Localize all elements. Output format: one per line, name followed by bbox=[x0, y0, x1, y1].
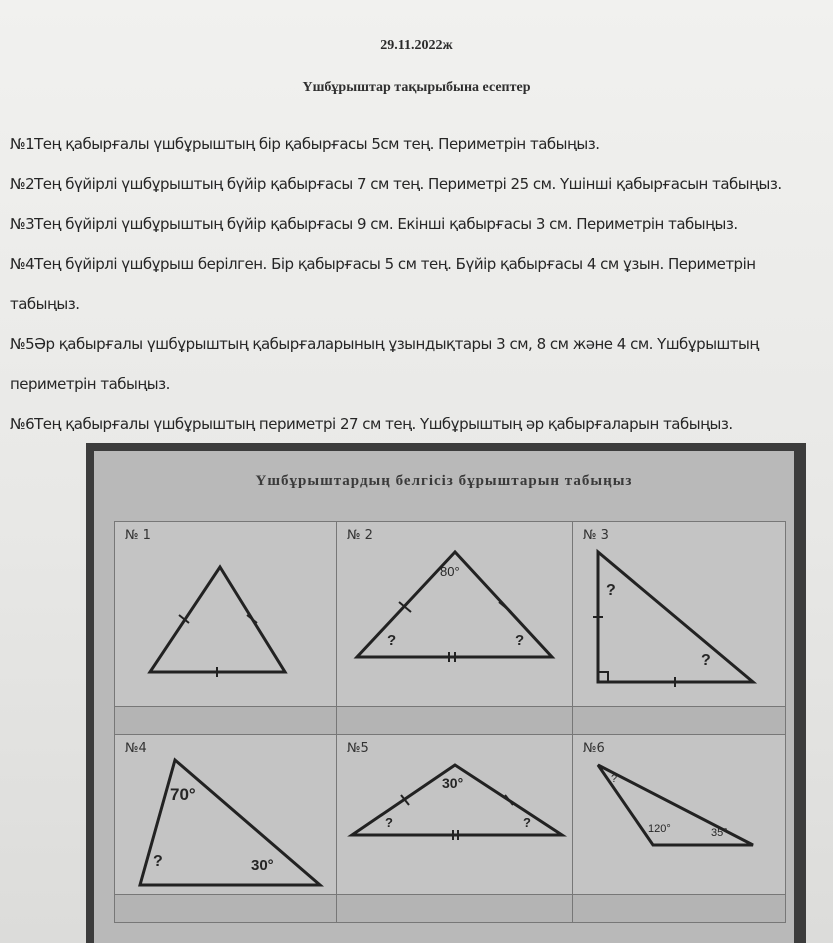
unknown-angle: ? bbox=[611, 773, 618, 785]
triangle-cell-2 bbox=[336, 521, 574, 708]
task-5: №5Әр қабырғалы үшбұрыштың қабырғаларының ұзындықтары 3 см, 8 см және 4 см. Үшбұрыштың периметрін табыңыз. bbox=[10, 335, 759, 393]
task-3: №3Тең бүйірлі үшбұрыштың бүйір қабырғасы 9 см. Екінші қабырғасы 3 см. Периметрін табыңыз. bbox=[10, 215, 738, 233]
document-date: 29.11.2022ж bbox=[380, 38, 453, 53]
cell-label: № 3 bbox=[583, 528, 609, 543]
spacer-cell bbox=[572, 894, 786, 923]
unknown-angle: ? bbox=[153, 853, 163, 870]
triangle-grid bbox=[114, 521, 784, 921]
task-2: №2Тең бүйірлі үшбұрыштың бүйір қабырғасы 7 см тең. Периметрі 25 см. Үшінші қабырғасын табыңыз. bbox=[10, 175, 782, 193]
cell-label: №6 bbox=[583, 741, 605, 756]
triangle-1-shape bbox=[150, 567, 285, 672]
unknown-angle: ? bbox=[385, 815, 393, 830]
triangle-6-shape bbox=[598, 765, 753, 845]
triangle-cell-5 bbox=[336, 734, 574, 896]
unknown-angle: ? bbox=[387, 632, 397, 649]
triangle-2-figure bbox=[337, 522, 573, 707]
triangle-cell-6 bbox=[572, 734, 786, 896]
triangle-4-figure bbox=[115, 735, 337, 895]
unknown-angle: ? bbox=[523, 815, 531, 830]
triangle-cell-3 bbox=[572, 521, 786, 708]
tick-mark bbox=[499, 602, 511, 612]
spacer-cell bbox=[336, 706, 574, 736]
triangle-1-figure bbox=[115, 522, 337, 707]
document-subtitle: Үшбұрыштар тақырыбына есептер bbox=[302, 80, 531, 95]
angle-label: 70° bbox=[170, 785, 196, 804]
cell-label: №4 bbox=[125, 741, 147, 756]
unknown-angle: ? bbox=[606, 582, 616, 599]
triangle-5-figure bbox=[337, 735, 573, 895]
triangle-cell-4 bbox=[114, 734, 338, 896]
angle-label: 30° bbox=[251, 857, 274, 874]
spacer-cell bbox=[114, 894, 338, 923]
angle-label: 80° bbox=[440, 564, 460, 579]
worksheet-sheet bbox=[94, 451, 794, 943]
triangle-3-figure bbox=[573, 522, 785, 707]
angle-label: 30° bbox=[442, 775, 464, 791]
unknown-angle: ? bbox=[701, 652, 711, 669]
task-list bbox=[10, 124, 830, 444]
task-6: №6Тең қабырғалы үшбұрыштың периметрі 27 см тең. Үшбұрыштың әр қабырғаларын табыңыз. bbox=[10, 415, 733, 433]
spacer-cell bbox=[114, 706, 338, 736]
triangle-4-shape bbox=[140, 760, 320, 885]
spacer-cell bbox=[572, 706, 786, 736]
cell-label: №5 bbox=[347, 741, 369, 756]
cell-label: № 2 bbox=[347, 528, 373, 543]
angle-label: 35° bbox=[711, 827, 728, 839]
triangle-6-figure bbox=[573, 735, 785, 895]
cell-label: № 1 bbox=[125, 528, 151, 543]
unknown-angle: ? bbox=[515, 632, 525, 649]
task-4: №4Тең бүйірлі үшбұрыш берілген. Бір қабырғасы 5 см тең. Бүйір қабырғасы 4 см ұзын. Периметрін табыңыз. bbox=[10, 255, 756, 313]
triangle-cell-1 bbox=[114, 521, 338, 708]
angle-label: 120° bbox=[648, 823, 671, 835]
spacer-cell bbox=[336, 894, 574, 923]
task-1: №1Тең қабырғалы үшбұрыштың бір қабырғасы 5см тең. Периметрін табыңыз. bbox=[10, 135, 600, 153]
worksheet-title: Үшбұрыштардың белгісіз бұрыштарын табыңыз bbox=[255, 473, 633, 489]
triangle-3-shape bbox=[598, 552, 753, 682]
worksheet-photo bbox=[86, 443, 806, 943]
